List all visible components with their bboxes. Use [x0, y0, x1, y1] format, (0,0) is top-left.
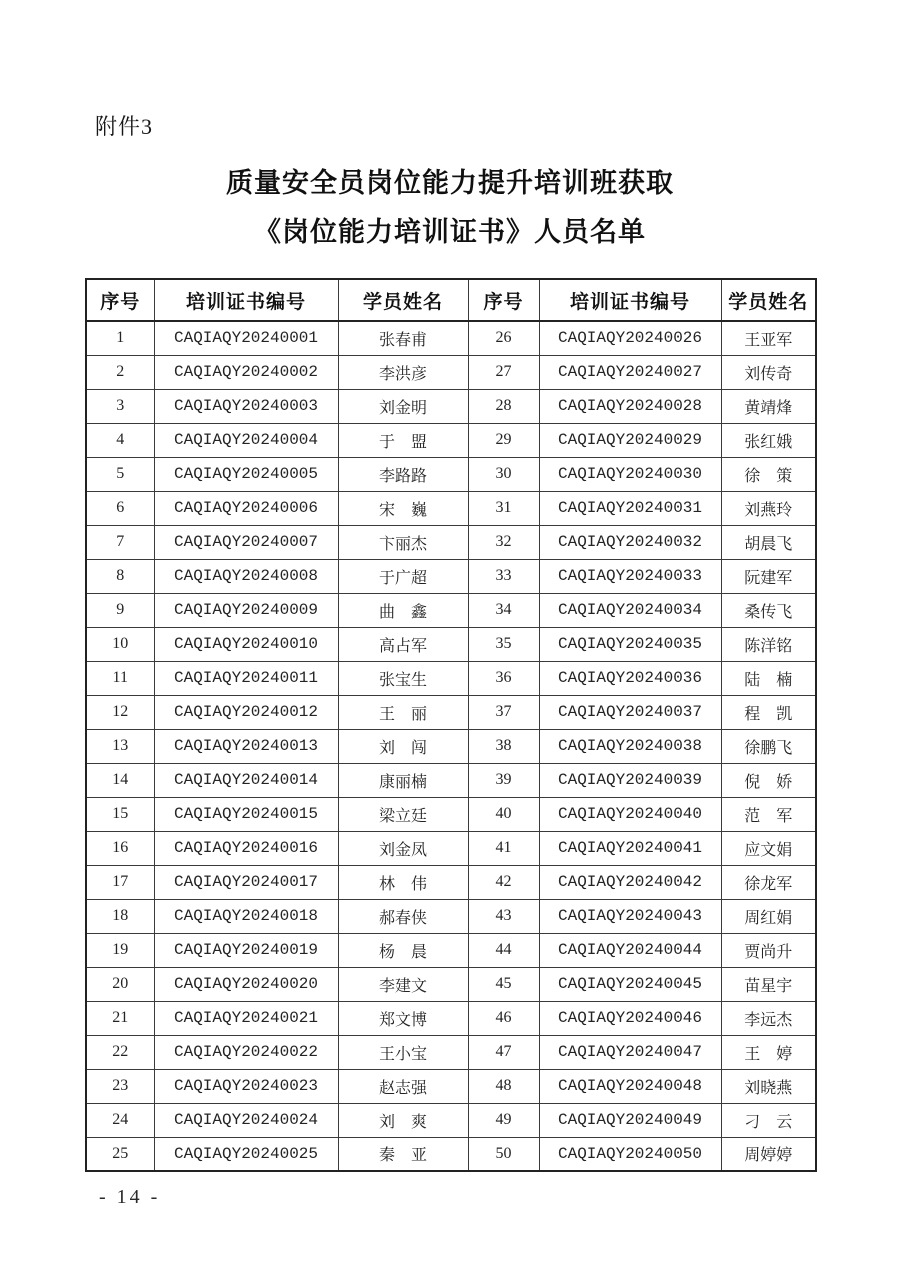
certificate-number-left-cell: CAQIAQY20240013	[154, 729, 338, 763]
serial-number-left-cell: 14	[86, 763, 154, 797]
student-name-right-cell: 刘燕玲	[721, 491, 816, 525]
serial-number-left-cell: 12	[86, 695, 154, 729]
serial-number-right-cell: 35	[468, 627, 539, 661]
table-row	[86, 797, 816, 831]
serial-number-left-cell: 23	[86, 1069, 154, 1103]
table-row	[86, 355, 816, 389]
serial-number-left-cell: 21	[86, 1001, 154, 1035]
student-name-left-cell: 张宝生	[338, 661, 468, 695]
table-body	[86, 321, 816, 1171]
header-name-right: 学员姓名	[721, 279, 816, 321]
header-serial-left: 序号	[86, 279, 154, 321]
serial-number-right-cell: 42	[468, 865, 539, 899]
certificate-number-left-cell: CAQIAQY20240002	[154, 355, 338, 389]
serial-number-right-cell: 50	[468, 1137, 539, 1171]
serial-number-right-cell: 38	[468, 729, 539, 763]
table-row	[86, 763, 816, 797]
serial-number-right-cell: 32	[468, 525, 539, 559]
table-row	[86, 457, 816, 491]
student-name-right-cell: 刁 云	[721, 1103, 816, 1137]
document-title-line2: 《岗位能力培训证书》人员名单	[254, 217, 646, 247]
header-name-left: 学员姓名	[338, 279, 468, 321]
serial-number-right-cell: 40	[468, 797, 539, 831]
certificate-number-right-cell: CAQIAQY20240034	[539, 593, 721, 627]
serial-number-left-cell: 9	[86, 593, 154, 627]
certificate-number-right-cell: CAQIAQY20240046	[539, 1001, 721, 1035]
table-row	[86, 967, 816, 1001]
certificate-number-right-cell: CAQIAQY20240030	[539, 457, 721, 491]
table-row	[86, 559, 816, 593]
student-name-left-cell: 于广超	[338, 559, 468, 593]
certificate-number-left-cell: CAQIAQY20240003	[154, 389, 338, 423]
certificate-number-left-cell: CAQIAQY20240021	[154, 1001, 338, 1035]
certificate-number-left-cell: CAQIAQY20240016	[154, 831, 338, 865]
certificate-number-left-cell: CAQIAQY20240006	[154, 491, 338, 525]
certificate-number-left-cell: CAQIAQY20240017	[154, 865, 338, 899]
serial-number-right-cell: 34	[468, 593, 539, 627]
serial-number-right-cell: 29	[468, 423, 539, 457]
table-row	[86, 1103, 816, 1137]
student-name-right-cell: 桑传飞	[721, 593, 816, 627]
student-name-left-cell: 李洪彦	[338, 355, 468, 389]
page-number: - 14 -	[99, 1186, 161, 1208]
serial-number-left-cell: 11	[86, 661, 154, 695]
student-name-left-cell: 刘 爽	[338, 1103, 468, 1137]
certificate-number-right-cell: CAQIAQY20240038	[539, 729, 721, 763]
serial-number-left-cell: 24	[86, 1103, 154, 1137]
table-row	[86, 831, 816, 865]
certificate-number-right-cell: CAQIAQY20240033	[539, 559, 721, 593]
student-name-right-cell: 陆 楠	[721, 661, 816, 695]
student-name-left-cell: 郝春侠	[338, 899, 468, 933]
certificate-number-right-cell: CAQIAQY20240048	[539, 1069, 721, 1103]
certificate-number-left-cell: CAQIAQY20240020	[154, 967, 338, 1001]
header-cert-right: 培训证书编号	[539, 279, 721, 321]
student-name-right-cell: 王 婷	[721, 1035, 816, 1069]
serial-number-right-cell: 26	[468, 321, 539, 355]
header-cert-left: 培训证书编号	[154, 279, 338, 321]
student-name-left-cell: 王小宝	[338, 1035, 468, 1069]
student-name-left-cell: 赵志强	[338, 1069, 468, 1103]
certificate-number-right-cell: CAQIAQY20240027	[539, 355, 721, 389]
certificate-number-right-cell: CAQIAQY20240036	[539, 661, 721, 695]
serial-number-right-cell: 47	[468, 1035, 539, 1069]
table-row	[86, 389, 816, 423]
student-name-left-cell: 李建文	[338, 967, 468, 1001]
serial-number-right-cell: 49	[468, 1103, 539, 1137]
table-row	[86, 423, 816, 457]
table-row	[86, 1035, 816, 1069]
serial-number-right-cell: 30	[468, 457, 539, 491]
certificate-number-left-cell: CAQIAQY20240007	[154, 525, 338, 559]
student-name-left-cell: 秦 亚	[338, 1137, 468, 1171]
certificate-number-right-cell: CAQIAQY20240037	[539, 695, 721, 729]
certificate-number-left-cell: CAQIAQY20240001	[154, 321, 338, 355]
serial-number-left-cell: 16	[86, 831, 154, 865]
certificate-number-left-cell: CAQIAQY20240011	[154, 661, 338, 695]
student-name-right-cell: 王亚军	[721, 321, 816, 355]
table-header-row	[86, 279, 816, 321]
table-row	[86, 695, 816, 729]
student-name-left-cell: 宋 巍	[338, 491, 468, 525]
certificate-number-right-cell: CAQIAQY20240044	[539, 933, 721, 967]
serial-number-right-cell: 41	[468, 831, 539, 865]
serial-number-left-cell: 17	[86, 865, 154, 899]
table-row	[86, 1001, 816, 1035]
serial-number-right-cell: 33	[468, 559, 539, 593]
serial-number-right-cell: 44	[468, 933, 539, 967]
serial-number-right-cell: 48	[468, 1069, 539, 1103]
serial-number-right-cell: 28	[468, 389, 539, 423]
student-name-right-cell: 徐龙军	[721, 865, 816, 899]
certificate-number-left-cell: CAQIAQY20240008	[154, 559, 338, 593]
serial-number-right-cell: 27	[468, 355, 539, 389]
student-name-left-cell: 刘 闯	[338, 729, 468, 763]
serial-number-left-cell: 2	[86, 355, 154, 389]
serial-number-right-cell: 37	[468, 695, 539, 729]
student-name-left-cell: 刘金明	[338, 389, 468, 423]
student-name-right-cell: 阮建军	[721, 559, 816, 593]
table-row	[86, 933, 816, 967]
student-name-left-cell: 王 丽	[338, 695, 468, 729]
certificate-number-left-cell: CAQIAQY20240004	[154, 423, 338, 457]
student-name-right-cell: 张红娥	[721, 423, 816, 457]
table-row	[86, 491, 816, 525]
serial-number-right-cell: 43	[468, 899, 539, 933]
student-name-left-cell: 曲 鑫	[338, 593, 468, 627]
student-name-right-cell: 徐鹏飞	[721, 729, 816, 763]
table-row	[86, 1137, 816, 1171]
certificate-number-right-cell: CAQIAQY20240028	[539, 389, 721, 423]
certificate-number-left-cell: CAQIAQY20240023	[154, 1069, 338, 1103]
student-name-left-cell: 郑文博	[338, 1001, 468, 1035]
serial-number-left-cell: 15	[86, 797, 154, 831]
student-name-right-cell: 范 军	[721, 797, 816, 831]
student-name-right-cell: 刘晓燕	[721, 1069, 816, 1103]
student-name-left-cell: 李路路	[338, 457, 468, 491]
certificate-number-right-cell: CAQIAQY20240040	[539, 797, 721, 831]
certificate-number-right-cell: CAQIAQY20240029	[539, 423, 721, 457]
student-name-right-cell: 应文娟	[721, 831, 816, 865]
certificate-number-left-cell: CAQIAQY20240025	[154, 1137, 338, 1171]
serial-number-left-cell: 5	[86, 457, 154, 491]
serial-number-right-cell: 45	[468, 967, 539, 1001]
table-row	[86, 1069, 816, 1103]
header-serial-right: 序号	[468, 279, 539, 321]
certificate-number-left-cell: CAQIAQY20240019	[154, 933, 338, 967]
serial-number-right-cell: 39	[468, 763, 539, 797]
certificate-number-right-cell: CAQIAQY20240035	[539, 627, 721, 661]
student-name-left-cell: 卞丽杰	[338, 525, 468, 559]
certificate-number-right-cell: CAQIAQY20240032	[539, 525, 721, 559]
serial-number-left-cell: 7	[86, 525, 154, 559]
certificate-number-left-cell: CAQIAQY20240014	[154, 763, 338, 797]
serial-number-left-cell: 4	[86, 423, 154, 457]
serial-number-left-cell: 19	[86, 933, 154, 967]
certificate-number-right-cell: CAQIAQY20240039	[539, 763, 721, 797]
certificate-number-right-cell: CAQIAQY20240049	[539, 1103, 721, 1137]
certificate-number-left-cell: CAQIAQY20240015	[154, 797, 338, 831]
table-row	[86, 661, 816, 695]
student-name-right-cell: 刘传奇	[721, 355, 816, 389]
student-name-left-cell: 于 盟	[338, 423, 468, 457]
certificate-number-right-cell: CAQIAQY20240050	[539, 1137, 721, 1171]
serial-number-left-cell: 8	[86, 559, 154, 593]
student-name-right-cell: 徐 策	[721, 457, 816, 491]
certificate-roster-table	[85, 278, 817, 1172]
attachment-label: 附件3	[95, 114, 154, 139]
serial-number-left-cell: 6	[86, 491, 154, 525]
serial-number-left-cell: 13	[86, 729, 154, 763]
student-name-right-cell: 周婷婷	[721, 1137, 816, 1171]
student-name-left-cell: 高占军	[338, 627, 468, 661]
serial-number-right-cell: 36	[468, 661, 539, 695]
certificate-number-right-cell: CAQIAQY20240042	[539, 865, 721, 899]
student-name-right-cell: 黄靖烽	[721, 389, 816, 423]
table-row	[86, 593, 816, 627]
student-name-right-cell: 苗星宇	[721, 967, 816, 1001]
student-name-left-cell: 杨 晨	[338, 933, 468, 967]
table-row	[86, 525, 816, 559]
certificate-number-right-cell: CAQIAQY20240045	[539, 967, 721, 1001]
certificate-number-right-cell: CAQIAQY20240047	[539, 1035, 721, 1069]
table-row	[86, 729, 816, 763]
certificate-number-left-cell: CAQIAQY20240022	[154, 1035, 338, 1069]
student-name-right-cell: 李远杰	[721, 1001, 816, 1035]
student-name-left-cell: 梁立廷	[338, 797, 468, 831]
certificate-number-left-cell: CAQIAQY20240005	[154, 457, 338, 491]
serial-number-left-cell: 18	[86, 899, 154, 933]
certificate-number-left-cell: CAQIAQY20240012	[154, 695, 338, 729]
student-name-right-cell: 陈洋铭	[721, 627, 816, 661]
table-row	[86, 627, 816, 661]
certificate-number-right-cell: CAQIAQY20240041	[539, 831, 721, 865]
student-name-right-cell: 胡晨飞	[721, 525, 816, 559]
certificate-number-left-cell: CAQIAQY20240009	[154, 593, 338, 627]
student-name-right-cell: 贾尚升	[721, 933, 816, 967]
student-name-left-cell: 刘金凤	[338, 831, 468, 865]
student-name-left-cell: 康丽楠	[338, 763, 468, 797]
serial-number-left-cell: 20	[86, 967, 154, 1001]
certificate-number-left-cell: CAQIAQY20240010	[154, 627, 338, 661]
certificate-number-left-cell: CAQIAQY20240018	[154, 899, 338, 933]
serial-number-right-cell: 46	[468, 1001, 539, 1035]
serial-number-left-cell: 25	[86, 1137, 154, 1171]
student-name-left-cell: 林 伟	[338, 865, 468, 899]
certificate-number-right-cell: CAQIAQY20240043	[539, 899, 721, 933]
certificate-number-left-cell: CAQIAQY20240024	[154, 1103, 338, 1137]
document-title-line1: 质量安全员岗位能力提升培训班获取	[226, 168, 674, 198]
table-row	[86, 865, 816, 899]
student-name-right-cell: 周红娟	[721, 899, 816, 933]
student-name-right-cell: 程 凯	[721, 695, 816, 729]
student-name-right-cell: 倪 娇	[721, 763, 816, 797]
serial-number-left-cell: 1	[86, 321, 154, 355]
certificate-number-right-cell: CAQIAQY20240026	[539, 321, 721, 355]
certificate-number-right-cell: CAQIAQY20240031	[539, 491, 721, 525]
serial-number-right-cell: 31	[468, 491, 539, 525]
table-row	[86, 321, 816, 355]
table-row	[86, 899, 816, 933]
serial-number-left-cell: 3	[86, 389, 154, 423]
serial-number-left-cell: 10	[86, 627, 154, 661]
student-name-left-cell: 张春甫	[338, 321, 468, 355]
serial-number-left-cell: 22	[86, 1035, 154, 1069]
